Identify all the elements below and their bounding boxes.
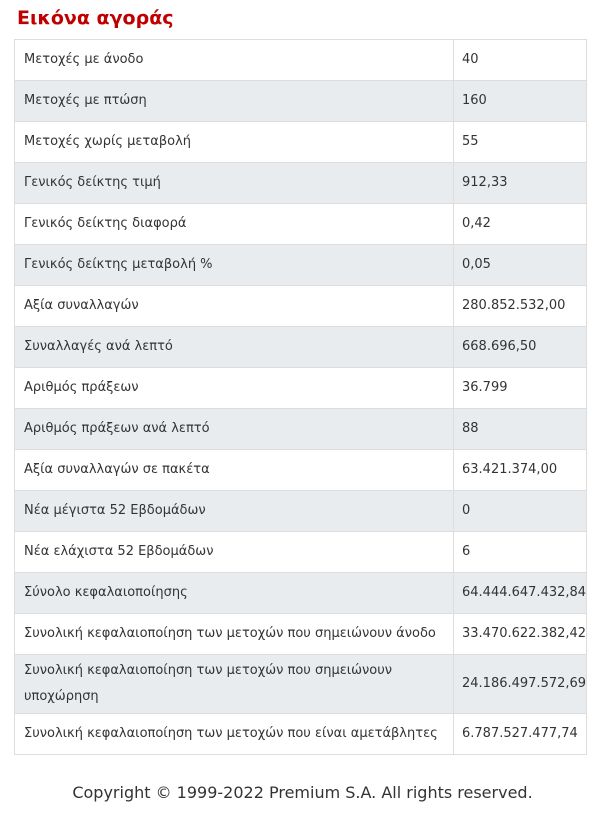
row-value: 6 [454,532,587,573]
row-label: Αριθμός πράξεων [15,368,454,409]
row-label: Γενικός δείκτης τιμή [15,163,454,204]
row-label: Μετοχές χωρίς μεταβολή [15,122,454,163]
table-row [15,204,587,245]
row-label: Αξία συναλλαγών [15,286,454,327]
market-overview-table [14,39,587,755]
table-row [15,655,587,714]
table-row [15,286,587,327]
row-value: 280.852.532,00 [454,286,587,327]
row-value: 88 [454,409,587,450]
row-value: 33.470.622.382,42 [454,614,587,655]
row-value: 64.444.647.432,84 [454,573,587,614]
table-row [15,327,587,368]
row-value: 0,42 [454,204,587,245]
row-value: 24.186.497.572,69 [454,655,587,714]
row-value: 160 [454,81,587,122]
table-row [15,40,587,81]
row-value: 40 [454,40,587,81]
table-row [15,714,587,755]
row-label: Αριθμός πράξεων ανά λεπτό [15,409,454,450]
page-title: Εικόνα αγοράς [17,7,174,29]
table-row [15,409,587,450]
table-row [15,245,587,286]
row-label: Μετοχές με άνοδο [15,40,454,81]
copyright-notice: Copyright © 1999-2022 Premium S.A. All rights reserved. [72,783,533,802]
table-row [15,532,587,573]
row-value: 668.696,50 [454,327,587,368]
row-label: Νέα ελάχιστα 52 Εβδομάδων [15,532,454,573]
row-label: Γενικός δείκτης διαφορά [15,204,454,245]
table-row [15,368,587,409]
table-row [15,450,587,491]
row-label: Μετοχές με πτώση [15,81,454,122]
row-label: Αξία συναλλαγών σε πακέτα [15,450,454,491]
table-row [15,122,587,163]
row-value: 36.799 [454,368,587,409]
row-label: Συναλλαγές ανά λεπτό [15,327,454,368]
row-label: Συνολική κεφαλαιοποίηση των μετοχών που σημειώνουν άνοδο [15,614,454,655]
table-row [15,81,587,122]
table-row [15,163,587,204]
table-row [15,614,587,655]
row-value: 63.421.374,00 [454,450,587,491]
row-value: 55 [454,122,587,163]
row-label: Συνολική κεφαλαιοποίηση των μετοχών που σημειώνουν υποχώρηση [15,655,454,714]
table-row [15,491,587,532]
row-label: Νέα μέγιστα 52 Εβδομάδων [15,491,454,532]
table-row [15,573,587,614]
row-label: Σύνολο κεφαλαιοποίησης [15,573,454,614]
row-value: 0,05 [454,245,587,286]
row-value: 0 [454,491,587,532]
row-value: 912,33 [454,163,587,204]
row-value: 6.787.527.477,74 [454,714,587,755]
row-label: Συνολική κεφαλαιοποίηση των μετοχών που είναι αμετάβλητες [15,714,454,755]
row-label: Γενικός δείκτης μεταβολή % [15,245,454,286]
